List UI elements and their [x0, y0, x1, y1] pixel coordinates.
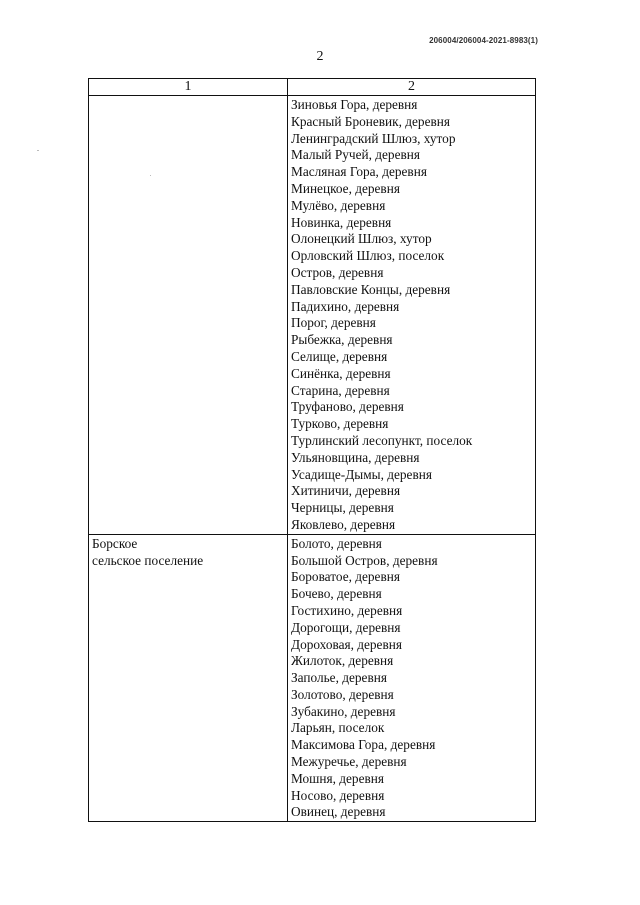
- table-header-row: [89, 79, 536, 96]
- settlement-item: Дорогощи, деревня: [291, 619, 401, 635]
- settlement-item: Бочево, деревня: [291, 586, 382, 602]
- settlement-item: Зубакино, деревня: [291, 703, 396, 719]
- table-row: [89, 96, 536, 535]
- settlement-item: Большой Остров, деревня: [291, 552, 438, 568]
- settlement-item: Овинец, деревня: [291, 804, 386, 820]
- district-cell: [89, 534, 288, 822]
- settlement-item: Усадище-Дымы, деревня: [291, 466, 432, 482]
- settlement-item: Орловский Шлюз, поселок: [291, 248, 445, 264]
- settlements-cell: [288, 96, 536, 535]
- settlement-item: Малый Ручей, деревня: [291, 147, 420, 163]
- settlement-item: Синёнка, деревня: [291, 365, 391, 381]
- settlement-item: Красный Броневик, деревня: [291, 113, 450, 129]
- settlement-item: Зиновья Гора, деревня: [291, 97, 418, 112]
- settlement-item: Селище, деревня: [291, 348, 388, 364]
- settlement-item: Турково, деревня: [291, 416, 389, 432]
- settlement-item: Минецкое, деревня: [291, 180, 400, 196]
- settlement-item: Ларьян, поселок: [291, 720, 385, 736]
- settlement-item: Ульяновщина, деревня: [291, 449, 420, 465]
- settlement-item: Порог, деревня: [291, 315, 376, 331]
- settlement-item: Носово, деревня: [291, 787, 385, 803]
- settlement-item: Жилоток, деревня: [291, 653, 394, 669]
- settlement-item: Дороховая, деревня: [291, 636, 402, 652]
- document-id: 206004/206004-2021-8983(1): [429, 36, 538, 45]
- district-cell: [89, 96, 288, 535]
- settlement-item: Болото, деревня: [291, 535, 382, 551]
- table-row: [89, 534, 536, 822]
- table-body: [89, 96, 536, 822]
- settlement-item: Новинка, деревня: [291, 214, 392, 230]
- settlement-item: Труфаново, деревня: [291, 399, 404, 415]
- settlement-item: Хитиничи, деревня: [291, 483, 401, 499]
- district-name-line: Борское: [92, 535, 138, 551]
- settlement-item: Ленинградский Шлюз, хутор: [291, 130, 456, 146]
- settlement-item: Межуречье, деревня: [291, 754, 407, 770]
- settlement-item: Черницы, деревня: [291, 500, 394, 516]
- settlement-item: Рыбежка, деревня: [291, 332, 393, 348]
- settlement-item: Золотово, деревня: [291, 686, 394, 702]
- settlement-item: Остров, деревня: [291, 264, 384, 280]
- settlement-item: Олонецкий Шлюз, хутор: [291, 231, 432, 247]
- settlements-cell: [288, 534, 536, 822]
- settlement-item: Старина, деревня: [291, 382, 390, 398]
- settlement-item: Максимова Гора, деревня: [291, 737, 436, 753]
- column-header-1: 1: [89, 79, 288, 96]
- settlement-item: Мулёво, деревня: [291, 197, 386, 213]
- settlement-item: Заполье, деревня: [291, 670, 387, 686]
- settlement-item: Гостихино, деревня: [291, 602, 403, 618]
- column-header-2: 2: [288, 79, 536, 96]
- settlement-item: Падихино, деревня: [291, 298, 400, 314]
- settlements-table: [88, 78, 536, 822]
- scan-speck: [37, 150, 39, 151]
- settlement-item: Мошня, деревня: [291, 770, 384, 786]
- settlement-item: Бороватое, деревня: [291, 569, 400, 585]
- settlement-item: Турлинский лесопункт, поселок: [291, 432, 473, 448]
- settlement-item: Масляная Гора, деревня: [291, 164, 427, 180]
- district-name-line: сельское поселение: [92, 552, 204, 568]
- page-number: 2: [316, 49, 324, 64]
- settlement-item: Яковлево, деревня: [291, 516, 396, 532]
- settlement-item: Павловские Концы, деревня: [291, 281, 451, 297]
